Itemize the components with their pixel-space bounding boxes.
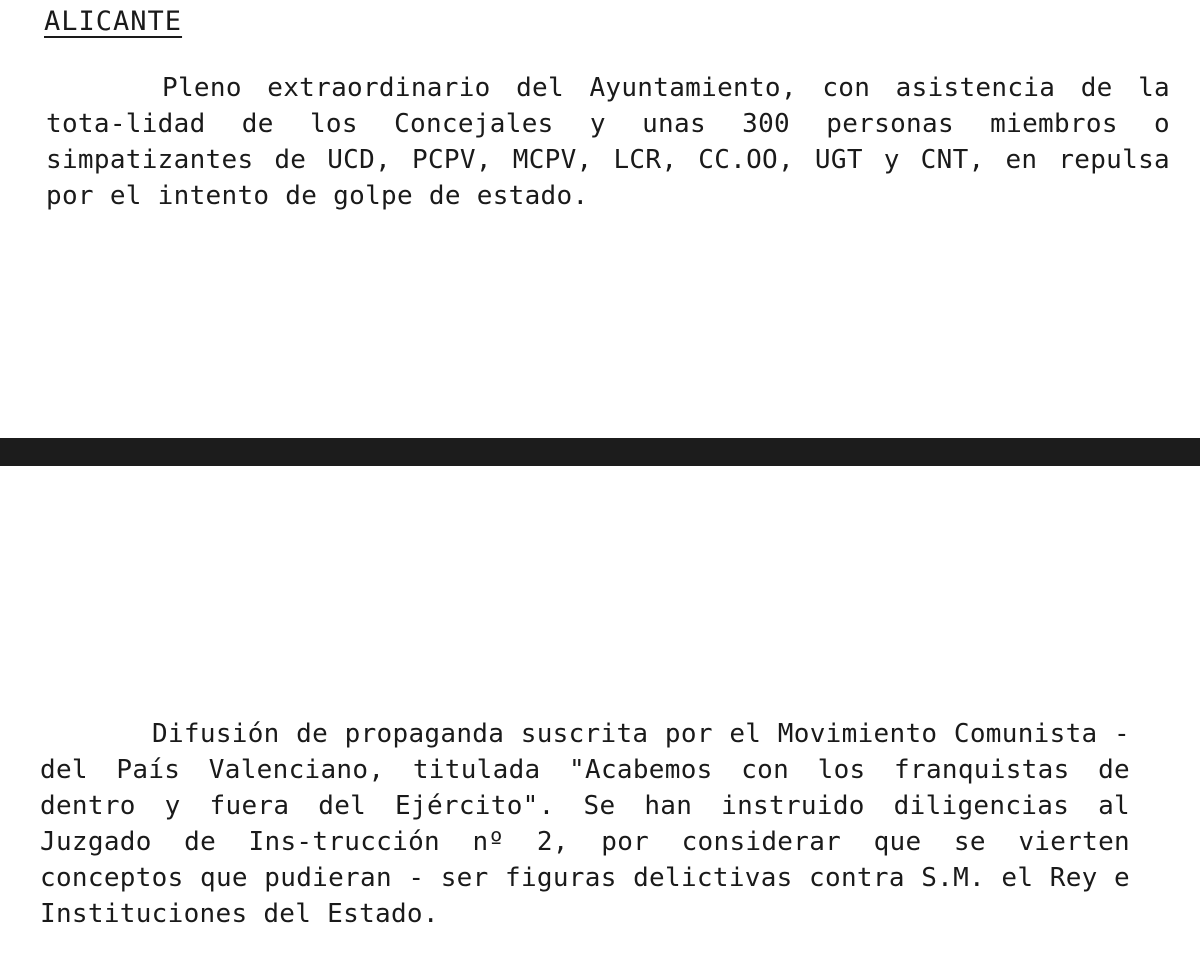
document-page-bottom bbox=[0, 466, 1200, 957]
section-heading-alicante: ALICANTE bbox=[44, 6, 183, 37]
paragraph-difusion-propaganda: Difusión de propaganda suscrita por el Movimiento Comunista - del País Valenciano, titulada "Acabemos con los franquistas de dentro y fuera del Ejército". Se han instruido diligencias al Juzgado de Ins-trucción nº 2, por considerar que se vierten conceptos que pudieran - ser figuras delictivas contra S.M. el Rey e Instituciones del Estado. bbox=[40, 719, 1130, 929]
page-divider-bar bbox=[0, 438, 1200, 466]
paragraph-pleno-extraordinario: Pleno extraordinario del Ayuntamiento, con asistencia de la tota-lidad de los Concejales y unas 300 personas miembros o simpatizantes de UCD, PCPV, MCPV, LCR, CC.OO, UGT y CNT, en repulsa por el intento de golpe de estado. bbox=[46, 73, 1170, 211]
document-page-top bbox=[0, 0, 1200, 438]
